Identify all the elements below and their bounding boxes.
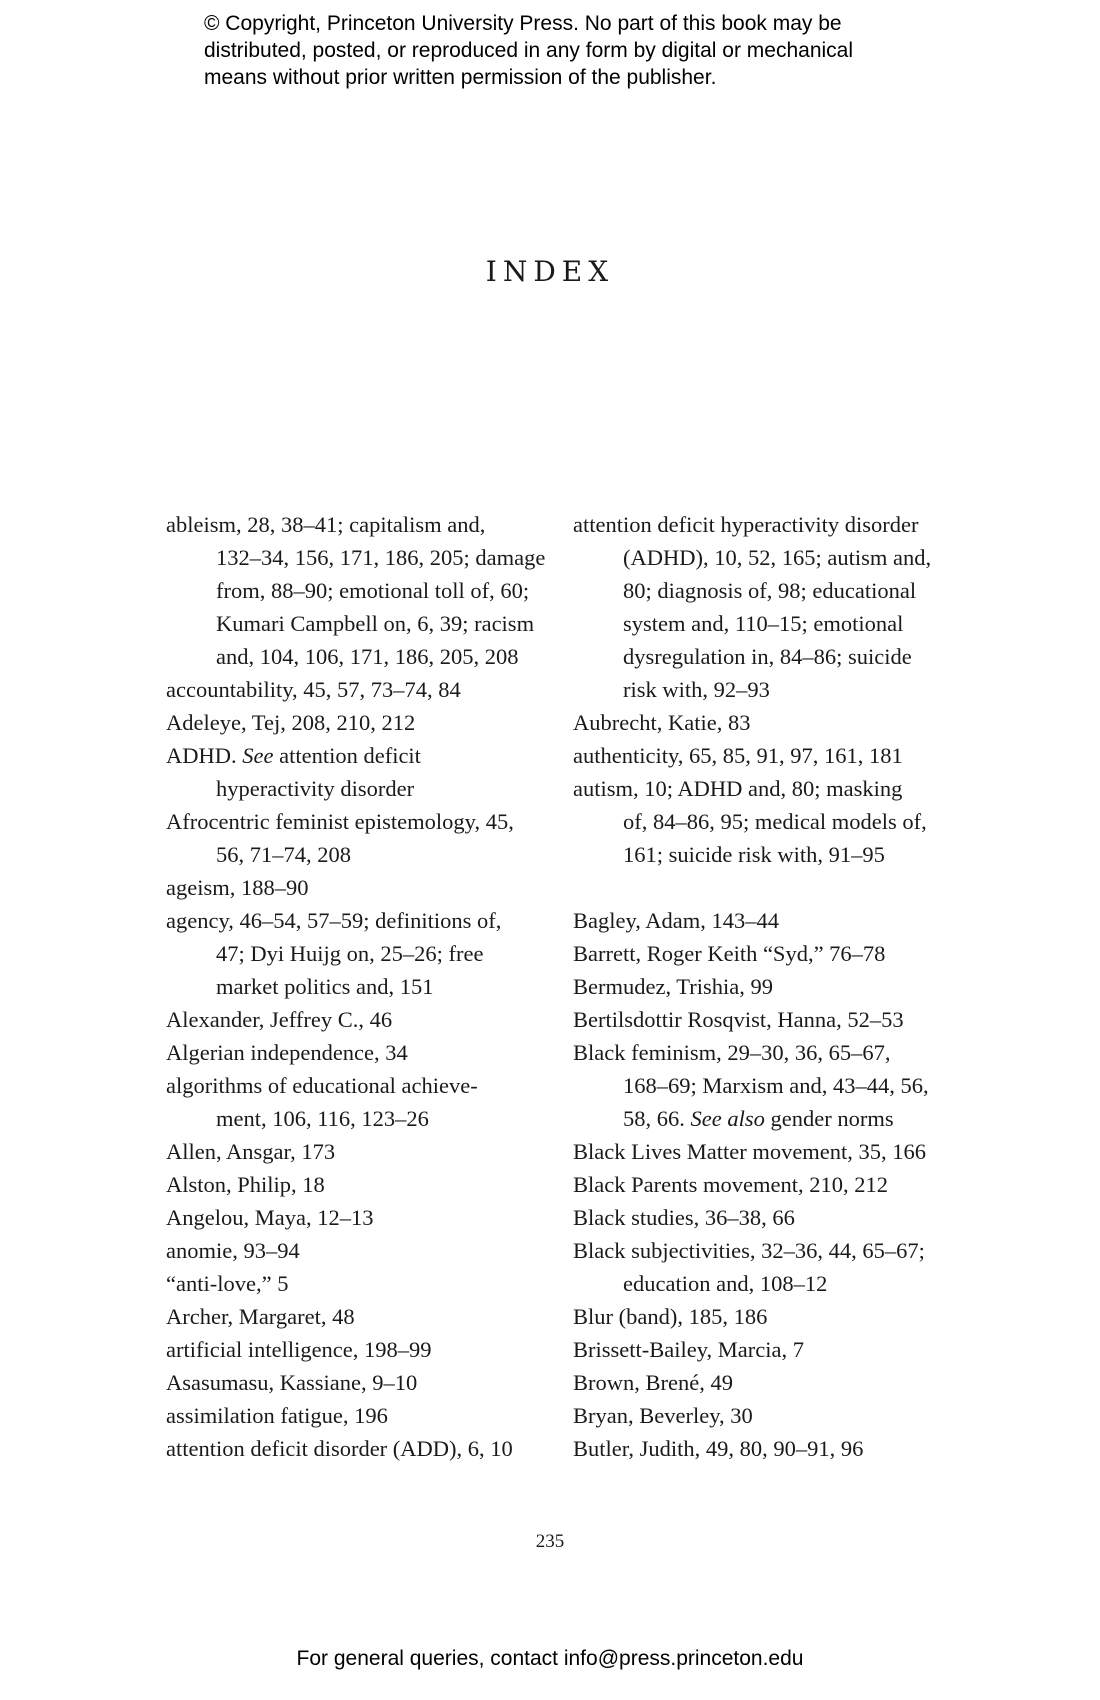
index-entry <box>573 772 945 871</box>
footer-contact: For general queries, contact info@press.princeton.edu <box>296 1647 804 1670</box>
index-entry <box>573 508 945 706</box>
index-entry-line <box>573 937 945 970</box>
index-entry <box>573 937 945 970</box>
index-entry-text: Allen, Ansgar, 173 <box>166 1139 336 1164</box>
index-entry <box>166 1069 538 1135</box>
index-entry-text: Black subjectivities, 32–36, 44, 65–67; <box>573 1238 925 1263</box>
index-entry-line <box>573 706 945 739</box>
copyright-line: means without prior written permission of the publisher. <box>204 66 717 89</box>
index-entry-text: Archer, Margaret, 48 <box>166 1304 355 1329</box>
index-entry-text: Afrocentric feminist epistemology, 45, <box>166 809 514 834</box>
index-entry <box>166 1432 538 1465</box>
index-entry <box>166 1003 538 1036</box>
index-entry <box>573 970 945 1003</box>
index-entry-text: “anti-love,” 5 <box>166 1271 289 1296</box>
index-entry-text: risk with, 92–93 <box>623 677 770 702</box>
index-entry-text: Brissett-Bailey, Marcia, 7 <box>573 1337 804 1362</box>
index-entry-line <box>166 904 538 937</box>
index-entry-text: Bryan, Beverley, 30 <box>573 1403 753 1428</box>
index-entry-text: authenticity, 65, 85, 91, 97, 161, 181 <box>573 743 903 768</box>
cross-reference-label: See also <box>690 1106 765 1131</box>
index-entry <box>573 1201 945 1234</box>
index-entry-text: Black Parents movement, 210, 212 <box>573 1172 888 1197</box>
page-title: INDEX <box>485 255 615 288</box>
index-entry-text: attention deficit hyperactivity disorder <box>573 512 919 537</box>
index-entry-text: Black Lives Matter movement, 35, 166 <box>573 1139 927 1164</box>
cross-reference-label: See <box>242 743 274 768</box>
index-entry-line <box>598 1267 945 1300</box>
index-entry-text: Algerian independence, 34 <box>166 1040 408 1065</box>
index-entry-text: Aubrecht, Katie, 83 <box>573 710 751 735</box>
index-entry-text: (ADHD), 10, 52, 165; autism and, <box>623 545 932 570</box>
index-entry-line <box>598 1069 945 1102</box>
cross-reference-target: gender norms <box>764 1106 894 1131</box>
index-entry-line <box>191 640 538 673</box>
index-entry-text: Blur (band), 185, 186 <box>573 1304 768 1329</box>
index-entry <box>573 1399 945 1432</box>
index-entry-line <box>573 1135 945 1168</box>
index-entry <box>166 805 538 871</box>
index-entry-line <box>166 1201 538 1234</box>
index-entry <box>573 1003 945 1036</box>
index-entry-text: ADHD. <box>166 743 243 768</box>
index-entry-text: ment, 106, 116, 123–26 <box>216 1106 429 1131</box>
index-entry <box>573 1333 945 1366</box>
index-entry-line <box>166 805 538 838</box>
index-entry-text: Black feminism, 29–30, 36, 65–67, <box>573 1040 891 1065</box>
index-entry-text: 132–34, 156, 171, 186, 205; damage <box>216 545 546 570</box>
index-entry-line <box>191 937 538 970</box>
index-entry-text: Bermudez, Trishia, 99 <box>573 974 773 999</box>
index-entry-line <box>573 1300 945 1333</box>
index-entry-line <box>191 541 546 574</box>
index-entry-line <box>166 1399 538 1432</box>
index-entry <box>166 1168 538 1201</box>
index-entry <box>166 1333 538 1366</box>
index-entry-line <box>166 1267 538 1300</box>
index-entry <box>166 904 538 1003</box>
index-entry-text: system and, 110–15; emotional <box>623 611 904 636</box>
index-entry-text: autism, 10; ADHD and, 80; masking <box>573 776 903 801</box>
index-entry-line <box>573 1432 945 1465</box>
index-entry-text: Angelou, Maya, 12–13 <box>166 1205 374 1230</box>
index-entry-line <box>573 739 945 772</box>
index-column-left <box>166 508 546 1465</box>
index-entry-line <box>598 838 945 871</box>
index-entry-line <box>166 1135 538 1168</box>
index-entry-line <box>166 706 538 739</box>
index-entry-text: 58, 66. <box>623 1106 691 1131</box>
index-entry-text: 161; suicide risk with, 91–95 <box>623 842 885 867</box>
index-entry-text: 168–69; Marxism and, 43–44, 56, <box>623 1073 929 1098</box>
index-entry <box>166 673 538 706</box>
index-entry-text: Kumari Campbell on, 6, 39; racism <box>216 611 535 636</box>
index-entry-text: Adeleye, Tej, 208, 210, 212 <box>166 710 416 735</box>
index-entry-text: algorithms of educational achieve- <box>166 1073 478 1098</box>
index-entry-line <box>166 1234 538 1267</box>
index-entry-line <box>573 1201 945 1234</box>
index-entry-text: Alexander, Jeffrey C., 46 <box>166 1007 393 1032</box>
index-entry-line <box>573 1399 945 1432</box>
index-entry-text: education and, 108–12 <box>623 1271 828 1296</box>
index-entry-line <box>598 673 945 706</box>
index-entry-text: Asasumasu, Kassiane, 9–10 <box>166 1370 418 1395</box>
index-entry-line <box>598 607 945 640</box>
index-entry <box>166 1234 538 1267</box>
index-entry <box>573 1234 945 1300</box>
index-entry-line <box>166 1069 538 1102</box>
index-entry-line <box>598 541 945 574</box>
index-entry <box>166 1300 538 1333</box>
index-entry-text: market politics and, 151 <box>216 974 434 999</box>
index-entry-text: ableism, 28, 38–41; capitalism and, <box>166 512 486 537</box>
index-entry-line <box>191 607 538 640</box>
index-entry-line <box>598 1102 945 1135</box>
index-entry <box>573 739 945 772</box>
index-entry-line <box>191 772 538 805</box>
copyright-notice <box>204 10 964 91</box>
index-entry-line <box>166 1432 538 1465</box>
index-entry-text: of, 84–86, 95; medical models of, <box>623 809 927 834</box>
index-entry-line <box>191 970 538 1003</box>
index-entry-text: 56, 71–74, 208 <box>216 842 351 867</box>
index-entry-line <box>573 1003 945 1036</box>
index-entry <box>166 508 546 673</box>
index-entry-text: Barrett, Roger Keith “Syd,” 76–78 <box>573 941 886 966</box>
index-entry-line <box>573 1366 945 1399</box>
index-entry-text: assimilation fatigue, 196 <box>166 1403 388 1428</box>
index-entry <box>166 1135 538 1168</box>
index-entry-line <box>573 904 945 937</box>
index-entry <box>573 1036 945 1135</box>
index-entry-line <box>598 805 945 838</box>
index-entry-text: anomie, 93–94 <box>166 1238 300 1263</box>
copyright-line: © Copyright, Princeton University Press. No part of this book may be <box>204 12 842 35</box>
index-entry-line <box>166 1168 538 1201</box>
index-entry <box>573 1168 945 1201</box>
index-entry-text: accountability, 45, 57, 73–74, 84 <box>166 677 461 702</box>
index-entry-text: Brown, Brené, 49 <box>573 1370 733 1395</box>
index-entry-line <box>191 1102 538 1135</box>
index-entry <box>166 1267 538 1300</box>
index-entry-text: hyperactivity disorder <box>216 776 415 801</box>
index-entry-text: Bagley, Adam, 143–44 <box>573 908 780 933</box>
index-entry <box>166 871 538 904</box>
index-entry-text: 80; diagnosis of, 98; educational <box>623 578 917 603</box>
index-entry-line <box>166 1366 538 1399</box>
index-entry <box>166 1036 538 1069</box>
index-entry <box>573 1366 945 1399</box>
index-entry-line <box>166 1333 538 1366</box>
letter-section-gap <box>573 871 945 904</box>
index-entry <box>573 904 945 937</box>
index-entry-line <box>166 871 538 904</box>
index-entry-line <box>573 772 945 805</box>
index-entry-text: from, 88–90; emotional toll of, 60; <box>216 578 530 603</box>
index-entry-line <box>573 1168 945 1201</box>
index-entry-line <box>166 1036 538 1069</box>
index-entry-text: ageism, 188–90 <box>166 875 309 900</box>
index-entry-text: Butler, Judith, 49, 80, 90–91, 96 <box>573 1436 864 1461</box>
index-entry-text: Alston, Philip, 18 <box>166 1172 325 1197</box>
cross-reference-target: attention deficit <box>273 743 421 768</box>
index-entry-line <box>573 1333 945 1366</box>
index-entry-line <box>166 673 538 706</box>
index-entry-line <box>191 838 538 871</box>
index-entry <box>166 1201 538 1234</box>
index-entry <box>166 1399 538 1432</box>
index-entry-text: and, 104, 106, 171, 186, 205, 208 <box>216 644 519 669</box>
index-entry <box>166 739 538 805</box>
index-entry-line <box>573 1036 945 1069</box>
index-entry-line <box>598 574 945 607</box>
index-entry <box>573 1135 945 1168</box>
index-entry-text: Bertilsdottir Rosqvist, Hanna, 52–53 <box>573 1007 904 1032</box>
index-entry-text: 47; Dyi Huijg on, 25–26; free <box>216 941 484 966</box>
index-entry-line <box>573 1234 945 1267</box>
index-entry <box>166 1366 538 1399</box>
index-entry-text: dysregulation in, 84–86; suicide <box>623 644 912 669</box>
index-column-right <box>573 508 945 1465</box>
index-entry <box>573 1300 945 1333</box>
index-entry <box>573 706 945 739</box>
index-entry-line <box>191 574 538 607</box>
index-entry-line <box>166 1300 538 1333</box>
index-entry-line <box>166 739 538 772</box>
index-entry-text: artificial intelligence, 198–99 <box>166 1337 432 1362</box>
page-number: 235 <box>535 1531 565 1552</box>
index-entry <box>166 706 538 739</box>
index-entry <box>573 1432 945 1465</box>
index-entry-line <box>166 1003 538 1036</box>
index-entry-line <box>573 508 945 541</box>
index-entry-text: attention deficit disorder (ADD), 6, 10 <box>166 1436 513 1461</box>
copyright-line: distributed, posted, or reproduced in any form by digital or mechanical <box>204 39 854 62</box>
index-entry-line <box>166 508 538 541</box>
index-entry-text: agency, 46–54, 57–59; definitions of, <box>166 908 502 933</box>
index-entry-text: Black studies, 36–38, 66 <box>573 1205 795 1230</box>
index-entry-line <box>598 640 945 673</box>
index-entry-line <box>573 970 945 1003</box>
